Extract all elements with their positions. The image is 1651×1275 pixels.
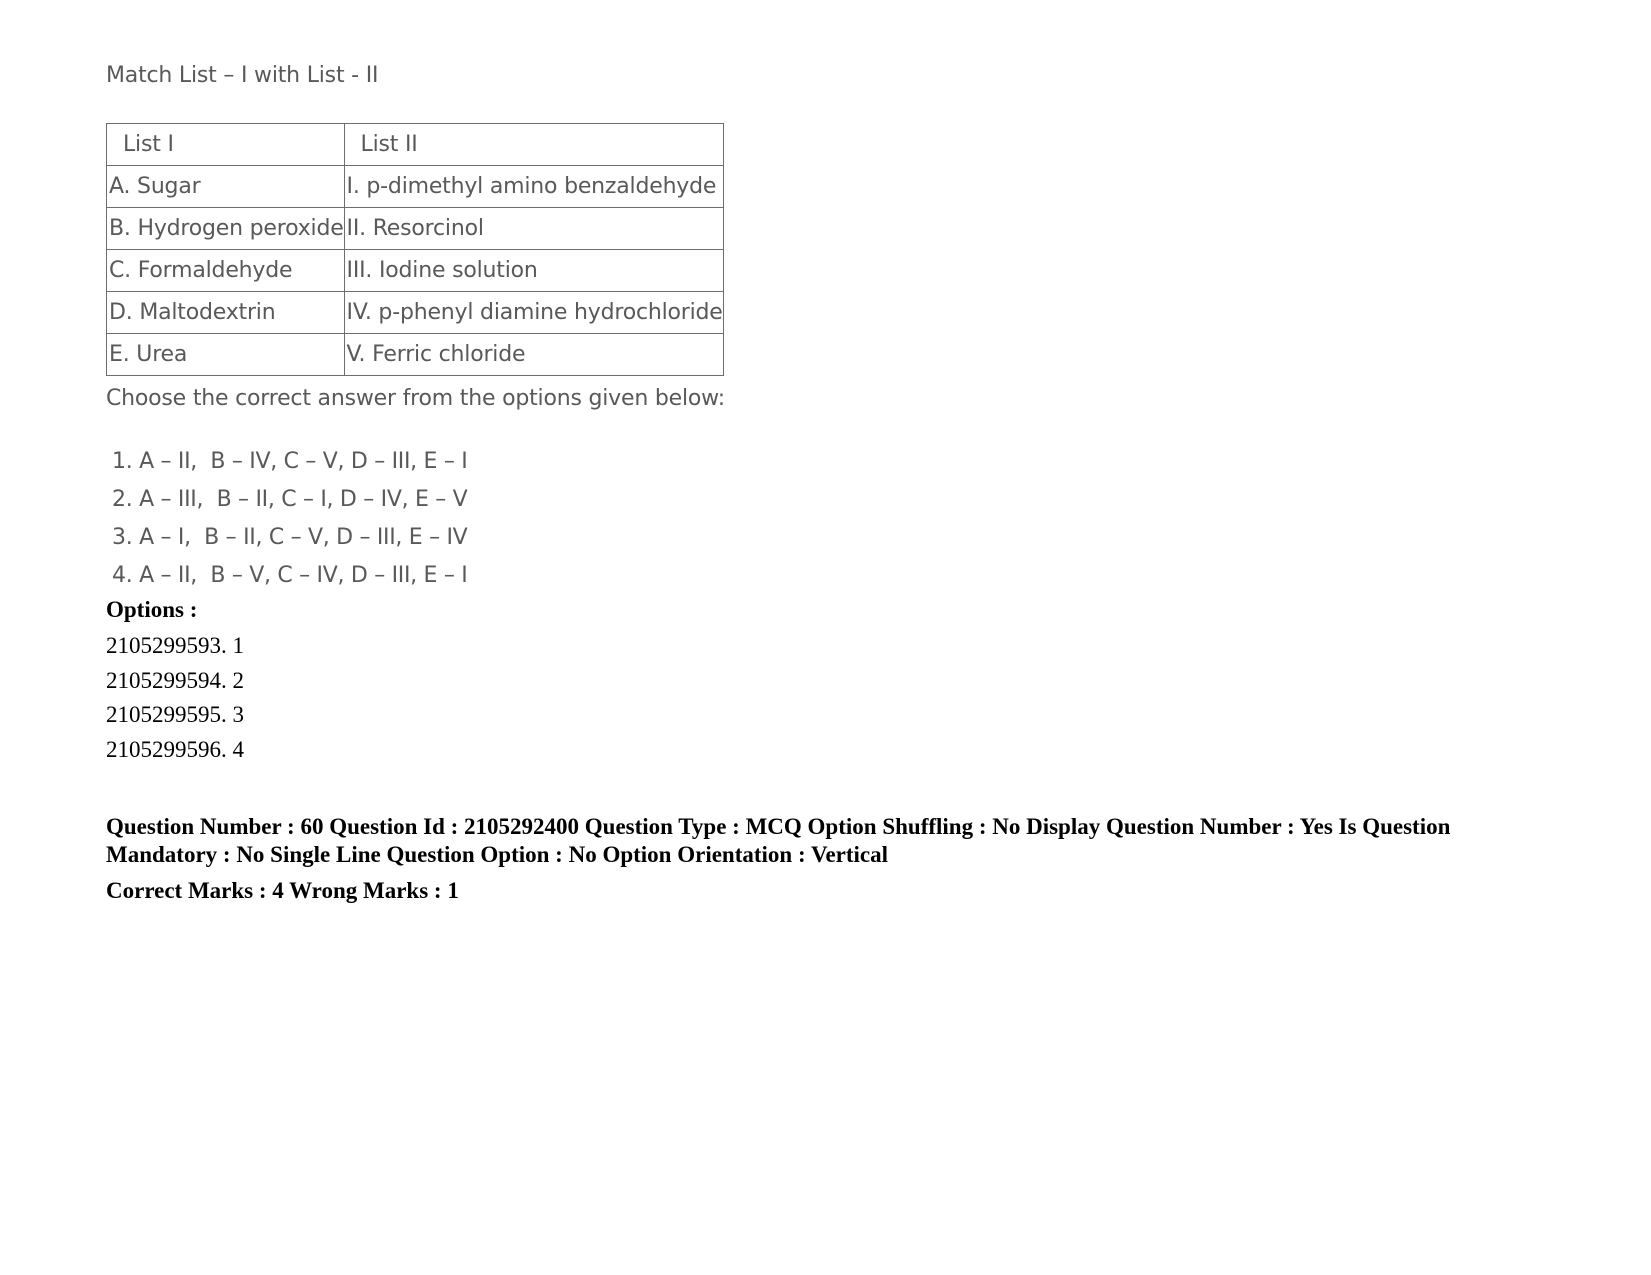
- option-item: 2105299593. 1: [106, 633, 244, 658]
- option-item: 2105299596. 4: [106, 736, 244, 762]
- question-metadata: Question Number : 60 Question Id : 2105292400 Question Type : MCQ Option Shuffling : No Display Question Number : Yes Is Question Mandatory : No Single Line Question Option : No Option Orientation : Vertical: [106, 814, 1451, 867]
- answer-choice: 4. A – II, B – V, C – IV, D – III, E – I: [112, 563, 468, 588]
- option-item: 2105299594. 2: [106, 667, 244, 693]
- answer-choices-list: [112, 443, 467, 595]
- list-1-header: List I: [107, 124, 345, 166]
- table-row: [107, 166, 724, 208]
- list-2-header: List II: [344, 124, 723, 166]
- question-intro: Match List – I with List - II: [106, 63, 379, 88]
- table-row: [107, 334, 724, 376]
- list-2-cell: I. p-dimethyl amino benzaldehyde: [344, 166, 723, 208]
- list-1-cell: E. Urea: [107, 334, 345, 376]
- question-image-block: [106, 62, 725, 588]
- list-2-cell: III. Iodine solution: [344, 250, 723, 292]
- table-row: [107, 250, 724, 292]
- list-2-cell: IV. p-phenyl diamine hydrochloride: [344, 292, 723, 334]
- question-marks: Correct Marks : 4 Wrong Marks : 1: [106, 878, 459, 903]
- match-table: [106, 123, 724, 376]
- options-label: Options :: [106, 597, 198, 622]
- table-row: [107, 208, 724, 250]
- option-item: 2105299595. 3: [106, 702, 244, 727]
- answer-choice: 2. A – III, B – II, C – I, D – IV, E – V: [112, 487, 468, 512]
- match-table-header-row: [107, 124, 724, 166]
- list-2-cell: V. Ferric chloride: [344, 334, 723, 376]
- choose-instruction: Choose the correct answer from the options given below:: [106, 386, 725, 411]
- answer-choice: 1. A – II, B – IV, C – V, D – III, E – I: [112, 449, 468, 474]
- answer-choice: 3. A – I, B – II, C – V, D – III, E – IV: [112, 525, 468, 550]
- list-1-cell: A. Sugar: [107, 166, 345, 208]
- list-1-cell: D. Maltodextrin: [107, 292, 345, 334]
- list-2-cell: II. Resorcinol: [344, 208, 723, 250]
- list-1-cell: B. Hydrogen peroxide: [107, 208, 345, 250]
- list-1-cell: C. Formaldehyde: [107, 250, 345, 292]
- table-row: [107, 292, 724, 334]
- options-list: [106, 629, 244, 767]
